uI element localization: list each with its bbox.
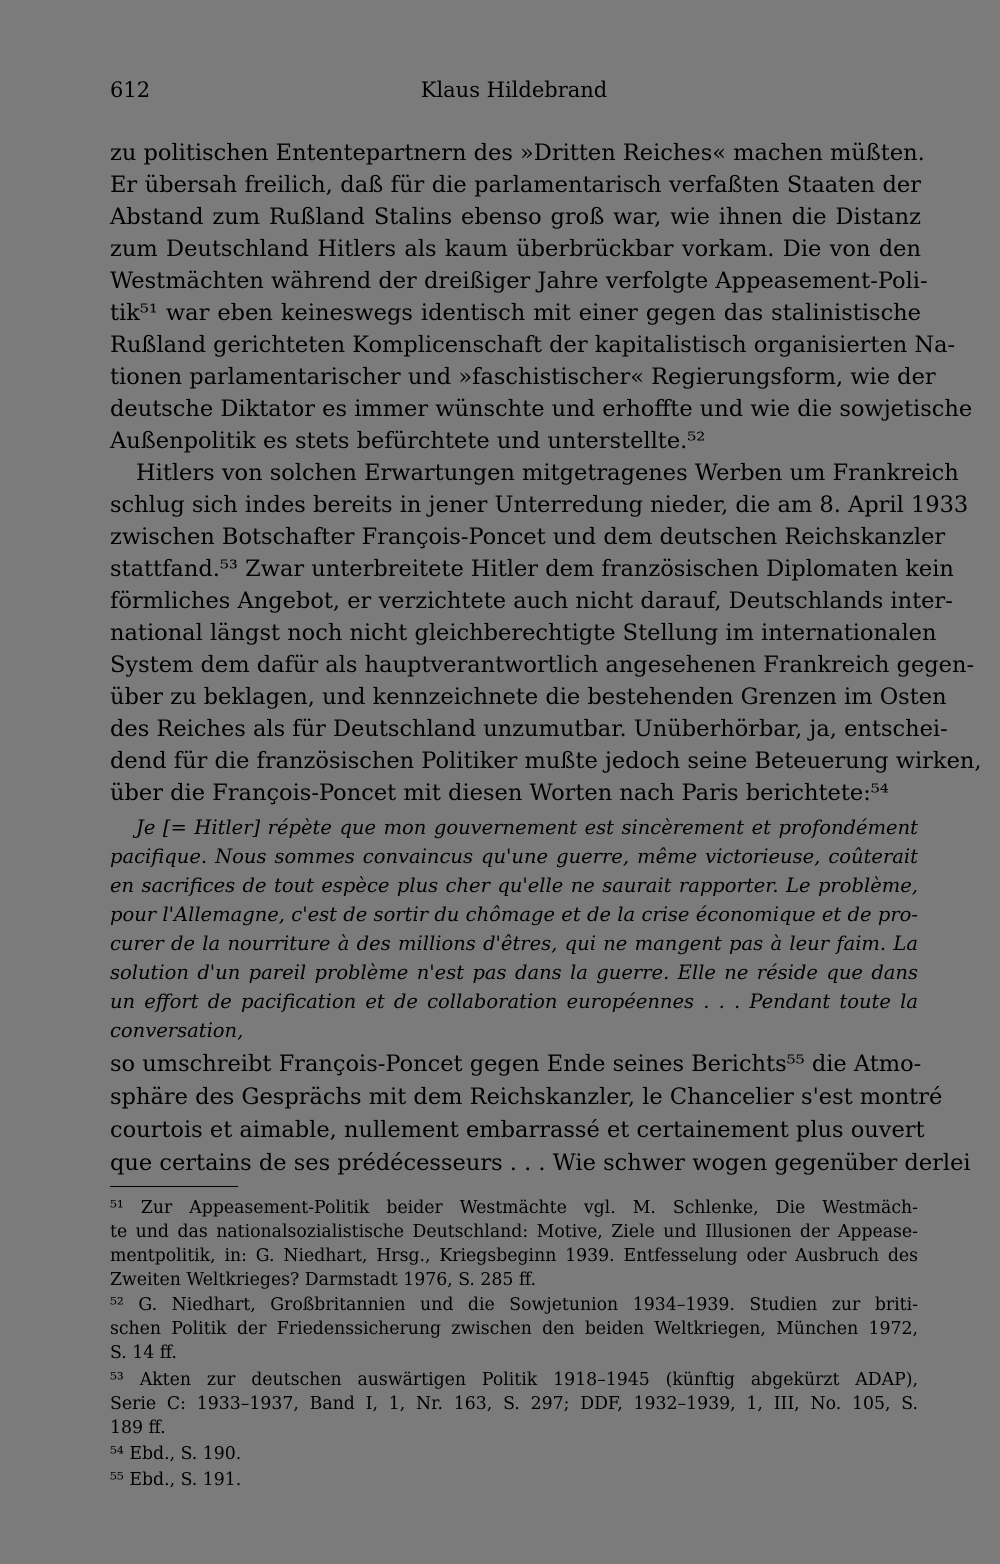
body-line: schlug sich indes bereits in jener Unterredung nieder, die am 8. April 1933	[110, 492, 969, 518]
quote-line: en sacrifices de tout espèce plus cher qu'elle ne saurait rapporter. Le problème,	[110, 874, 918, 897]
quote-line: solution d'un pareil problème n'est pas dans la guerre. Elle ne réside que dans	[110, 961, 918, 984]
footnote-line: mentpolitik, in: G. Niedhart, Hrsg., Kriegsbeginn 1939. Entfesselung oder Ausbruch des	[110, 1246, 918, 1266]
footnote-rule	[110, 1186, 238, 1187]
footnote-line: ⁵¹ Zur Appeasement-Politik beider Westmächte vgl. M. Schlenke, Die Westmäch-	[110, 1198, 918, 1218]
footnote-line: S. 14 ff.	[110, 1343, 177, 1363]
body-line: Abstand zum Rußland Stalins ebenso groß war, wie ihnen die Distanz	[110, 204, 921, 230]
footnote-line: schen Politik der Friedenssicherung zwischen den beiden Weltkriegen, München 1972,	[110, 1319, 918, 1339]
quote-line: un effort de pacification et de collaboration européennes . . . Pendant toute la	[110, 990, 918, 1013]
quote-line: curer de la nourriture à des millions d'êtres, qui ne mangent pas à leur faim. La	[110, 932, 918, 955]
body-line: Rußland gerichteten Komplicenschaft der kapitalistisch organisierten Na-	[110, 332, 956, 358]
body-line: que certains de ses prédécesseurs . . . Wie schwer wogen gegenüber derlei	[110, 1150, 971, 1176]
body-line: dend für die französischen Politiker mußte jedoch seine Beteuerung wirken,	[110, 748, 982, 774]
footnote-line: Serie C: 1933–1937, Band I, 1, Nr. 163, S. 297; DDF, 1932–1939, 1, III, No. 105, S.	[110, 1394, 918, 1414]
page-header	[110, 78, 918, 108]
body-line: Hitlers von solchen Erwartungen mitgetragenes Werben um Frankreich	[136, 460, 959, 486]
body-line: deutsche Diktator es immer wünschte und erhoffte und wie die sowjetische	[110, 396, 973, 422]
body-line: förmliches Angebot, er verzichtete auch nicht darauf, Deutschlands inter-	[110, 588, 953, 614]
body-line: zwischen Botschafter François-Poncet und dem deutschen Reichskanzler	[110, 524, 946, 550]
body-line: über zu beklagen, und kennzeichnete die bestehenden Grenzen im Osten	[110, 684, 947, 710]
footnote-line: te und das nationalsozialistische Deutschland: Motive, Ziele und Illusionen der Appease-	[110, 1222, 918, 1242]
body-line: Westmächten während der dreißiger Jahre verfolgte Appeasement-Poli-	[110, 268, 928, 294]
body-line: sphäre des Gesprächs mit dem Reichskanzler, le Chancelier s'est montré	[110, 1084, 943, 1110]
footnote-line: ⁵⁵ Ebd., S. 191.	[110, 1470, 242, 1490]
footnote-line: ⁵³ Akten zur deutschen auswärtigen Politik 1918–1945 (künftig abgekürzt ADAP),	[110, 1370, 918, 1390]
body-line: Er übersah freilich, daß für die parlamentarisch verfaßten Staaten der	[110, 172, 921, 198]
body-line: tik⁵¹ war eben keineswegs identisch mit einer gegen das stalinistische	[110, 300, 921, 326]
footnote-line: Zweiten Weltkrieges? Darmstadt 1976, S. 285 ff.	[110, 1270, 537, 1290]
body-line: zu politischen Ententepartnern des »Dritten Reiches« machen müßten.	[110, 140, 925, 166]
body-line: tionen parlamentarischer und »faschistischer« Regierungsform, wie der	[110, 364, 936, 390]
body-line: courtois et aimable, nullement embarrassé et certainement plus ouvert	[110, 1117, 925, 1143]
quote-line: conversation,	[110, 1019, 244, 1042]
page-number: 612	[110, 78, 151, 102]
body-line: des Reiches als für Deutschland unzumutbar. Unüberhörbar, ja, entschei-	[110, 716, 948, 742]
body-line: System dem dafür als hauptverantwortlich angesehenen Frankreich gegen-	[110, 652, 975, 678]
footnote-line: 189 ff.	[110, 1418, 166, 1438]
body-line: national längst noch nicht gleichberechtigte Stellung im internationalen	[110, 620, 937, 646]
footnote-line: ⁵² G. Niedhart, Großbritannien und die Sowjetunion 1934–1939. Studien zur briti-	[110, 1295, 918, 1315]
running-head: Klaus Hildebrand	[420, 78, 608, 102]
body-line: über die François-Poncet mit diesen Worten nach Paris berichtete:⁵⁴	[110, 780, 889, 806]
body-line: so umschreibt François-Poncet gegen Ende seines Berichts⁵⁵ die Atmo-	[110, 1051, 922, 1077]
footnote-line: ⁵⁴ Ebd., S. 190.	[110, 1444, 242, 1464]
body-line: stattfand.⁵³ Zwar unterbreitete Hitler dem französischen Diplomaten kein	[110, 556, 954, 582]
quote-line: pacifique. Nous sommes convaincus qu'une guerre, même victorieuse, coûterait	[110, 845, 918, 868]
quote-line: pour l'Allemagne, c'est de sortir du chômage et de la crise économique et de pro-	[110, 903, 918, 926]
quote-line: Je [= Hitler] répète que mon gouvernement est sincèrement et profondément	[136, 816, 918, 839]
body-line: Außenpolitik es stets befürchtete und unterstellte.⁵²	[110, 428, 706, 454]
body-line: zum Deutschland Hitlers als kaum überbrückbar vorkam. Die von den	[110, 236, 921, 262]
